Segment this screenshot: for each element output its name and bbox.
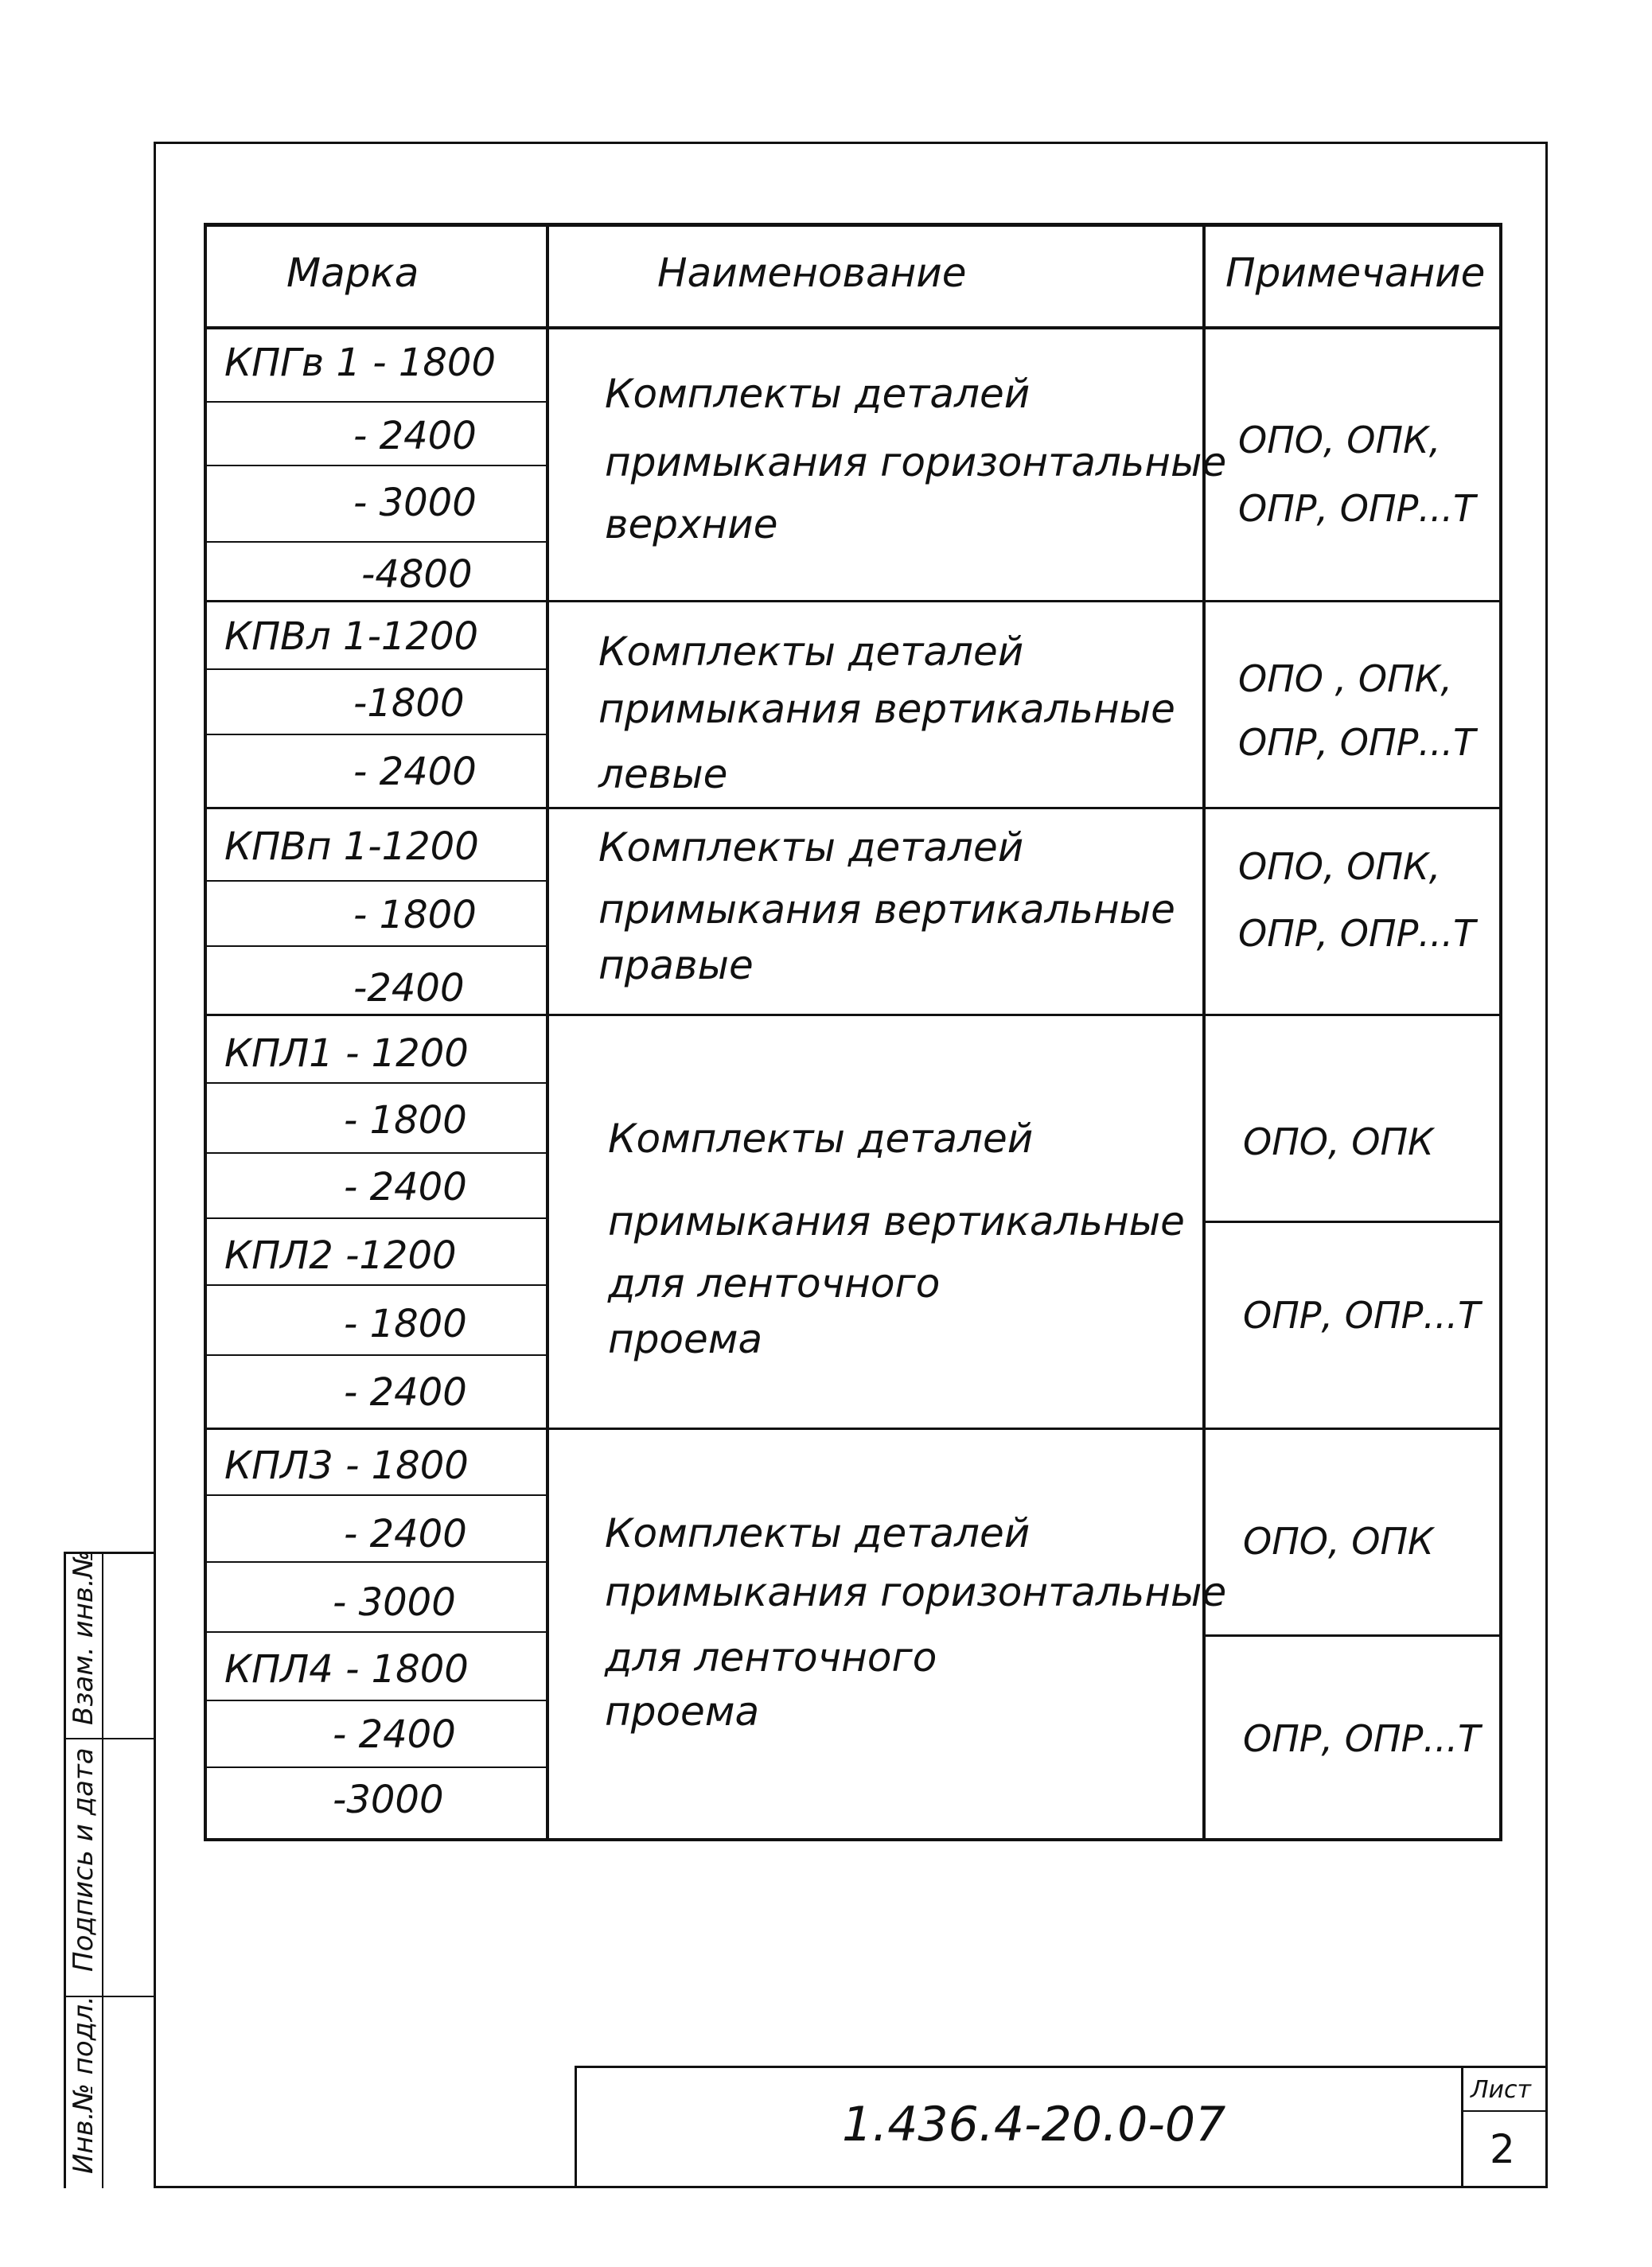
side-stamp-sign-date: Подпись и дата bbox=[68, 1747, 99, 1972]
name-cell: Комплекты деталей bbox=[605, 371, 1031, 417]
mark-cell: - 2400 bbox=[353, 750, 477, 794]
name-cell: проема bbox=[605, 1689, 760, 1735]
mark-cell: - 2400 bbox=[344, 1370, 467, 1415]
side-stamp-inv-replace: Взам. инв.№ bbox=[68, 1549, 99, 1725]
title-block-sheet-separator bbox=[1461, 2110, 1548, 2112]
mark-cell: - 1800 bbox=[353, 893, 477, 937]
note-cell: ОПО, ОПК, bbox=[1238, 419, 1441, 462]
name-cell: правые bbox=[598, 942, 754, 988]
title-block-left bbox=[575, 2066, 577, 2188]
name-cell: примыкания вертикальные bbox=[608, 1198, 1185, 1245]
note-cell: ОПР, ОПР...Т bbox=[1243, 1294, 1481, 1337]
column-header-note: Примечание bbox=[1225, 250, 1486, 296]
note-cell: ОПР, ОПР...Т bbox=[1243, 1717, 1481, 1760]
note-cell: ОПО, ОПК bbox=[1243, 1120, 1434, 1163]
name-cell: Комплекты деталей bbox=[598, 629, 1024, 675]
note-cell: ОПР, ОПР...Т bbox=[1238, 487, 1476, 530]
note-separator bbox=[1202, 1221, 1502, 1223]
sheet-label: Лист bbox=[1471, 2076, 1532, 2104]
row-separator bbox=[204, 668, 547, 670]
row-separator bbox=[204, 465, 547, 466]
row-separator bbox=[204, 1217, 547, 1219]
side-stamp-inner bbox=[102, 1552, 103, 2188]
mark-cell: КПВл 1-1200 bbox=[224, 614, 479, 659]
table-right-border bbox=[1499, 223, 1502, 1841]
mark-cell: -3000 bbox=[333, 1778, 444, 1822]
table-top-border bbox=[204, 223, 1502, 227]
side-stamp-divider bbox=[64, 1738, 156, 1739]
mark-cell: КПГв 1 - 1800 bbox=[224, 341, 496, 385]
row-separator bbox=[204, 1700, 547, 1701]
note-cell: ОПО , ОПК, bbox=[1238, 657, 1452, 700]
note-cell: ОПО, ОПК bbox=[1243, 1520, 1434, 1563]
frame-bottom bbox=[154, 2186, 1548, 2188]
document-code: 1.436.4-20.0-07 bbox=[842, 2097, 1226, 2152]
row-separator bbox=[204, 1354, 547, 1356]
mark-cell: - 2400 bbox=[333, 1712, 456, 1757]
mark-cell: КПЛ3 - 1800 bbox=[224, 1443, 469, 1488]
row-separator bbox=[204, 401, 547, 403]
table-bottom-border bbox=[204, 1838, 1502, 1841]
side-stamp-inv-orig: Инв.№ подл. bbox=[68, 1996, 99, 2174]
column-header-mark: Марка bbox=[286, 250, 419, 296]
row-separator bbox=[204, 1284, 547, 1286]
row-separator bbox=[204, 945, 547, 947]
sheet-number: 2 bbox=[1490, 2126, 1515, 2172]
name-cell: левые bbox=[598, 751, 728, 797]
name-cell: проема bbox=[608, 1316, 763, 1362]
row-separator bbox=[204, 541, 547, 543]
mark-cell: КПЛ1 - 1200 bbox=[224, 1031, 469, 1076]
name-cell: примыкания вертикальные bbox=[598, 886, 1175, 933]
group-separator bbox=[204, 600, 1502, 602]
name-cell: примыкания горизонтальные bbox=[605, 1569, 1227, 1615]
row-separator bbox=[204, 1561, 547, 1563]
name-cell: Комплекты деталей bbox=[608, 1116, 1034, 1162]
mark-cell: -4800 bbox=[361, 552, 473, 597]
name-cell: для ленточного bbox=[605, 1634, 937, 1681]
frame-right bbox=[1545, 142, 1548, 2188]
row-separator bbox=[204, 1631, 547, 1633]
frame-top bbox=[154, 142, 1548, 144]
mark-cell: КПЛ2 -1200 bbox=[224, 1233, 457, 1278]
column-header-name: Наименование bbox=[657, 250, 967, 296]
mark-cell: КПЛ4 - 1800 bbox=[224, 1647, 469, 1692]
name-cell: примыкания горизонтальные bbox=[605, 439, 1227, 485]
title-block-top bbox=[575, 2066, 1548, 2068]
group-separator bbox=[204, 807, 1502, 809]
mark-cell: -1800 bbox=[353, 681, 465, 726]
mark-cell: - 2400 bbox=[353, 414, 477, 458]
mark-cell: -2400 bbox=[353, 966, 465, 1011]
mark-cell: - 1800 bbox=[344, 1098, 467, 1143]
note-separator bbox=[1202, 1634, 1502, 1637]
mark-cell: КПВп 1-1200 bbox=[224, 824, 479, 869]
name-cell: Комплекты деталей bbox=[605, 1510, 1031, 1556]
note-cell: ОПО, ОПК, bbox=[1238, 845, 1441, 888]
name-cell: примыкания вертикальные bbox=[598, 686, 1175, 732]
group-separator bbox=[204, 1428, 1502, 1430]
mark-cell: - 3000 bbox=[353, 481, 477, 525]
row-separator bbox=[204, 1082, 547, 1084]
mark-cell: - 3000 bbox=[333, 1580, 456, 1625]
header-bottom-border bbox=[204, 326, 1502, 329]
row-separator bbox=[204, 1766, 547, 1768]
frame-left bbox=[154, 142, 156, 2188]
row-separator bbox=[204, 880, 547, 882]
note-cell: ОПР, ОПР...Т bbox=[1238, 912, 1476, 955]
name-cell: Комплекты деталей bbox=[598, 824, 1024, 871]
row-separator bbox=[204, 1152, 547, 1154]
group-separator bbox=[204, 1014, 1502, 1016]
side-stamp-outer bbox=[64, 1552, 66, 2188]
mark-cell: - 2400 bbox=[344, 1512, 467, 1556]
row-separator bbox=[204, 1494, 547, 1496]
mark-cell: - 1800 bbox=[344, 1302, 467, 1346]
note-cell: ОПР, ОПР...Т bbox=[1238, 721, 1476, 764]
row-separator bbox=[204, 734, 547, 735]
name-cell: верхние bbox=[605, 501, 778, 547]
name-cell: для ленточного bbox=[608, 1260, 941, 1307]
mark-cell: - 2400 bbox=[344, 1165, 467, 1209]
title-block-sheet-divider bbox=[1461, 2066, 1463, 2188]
